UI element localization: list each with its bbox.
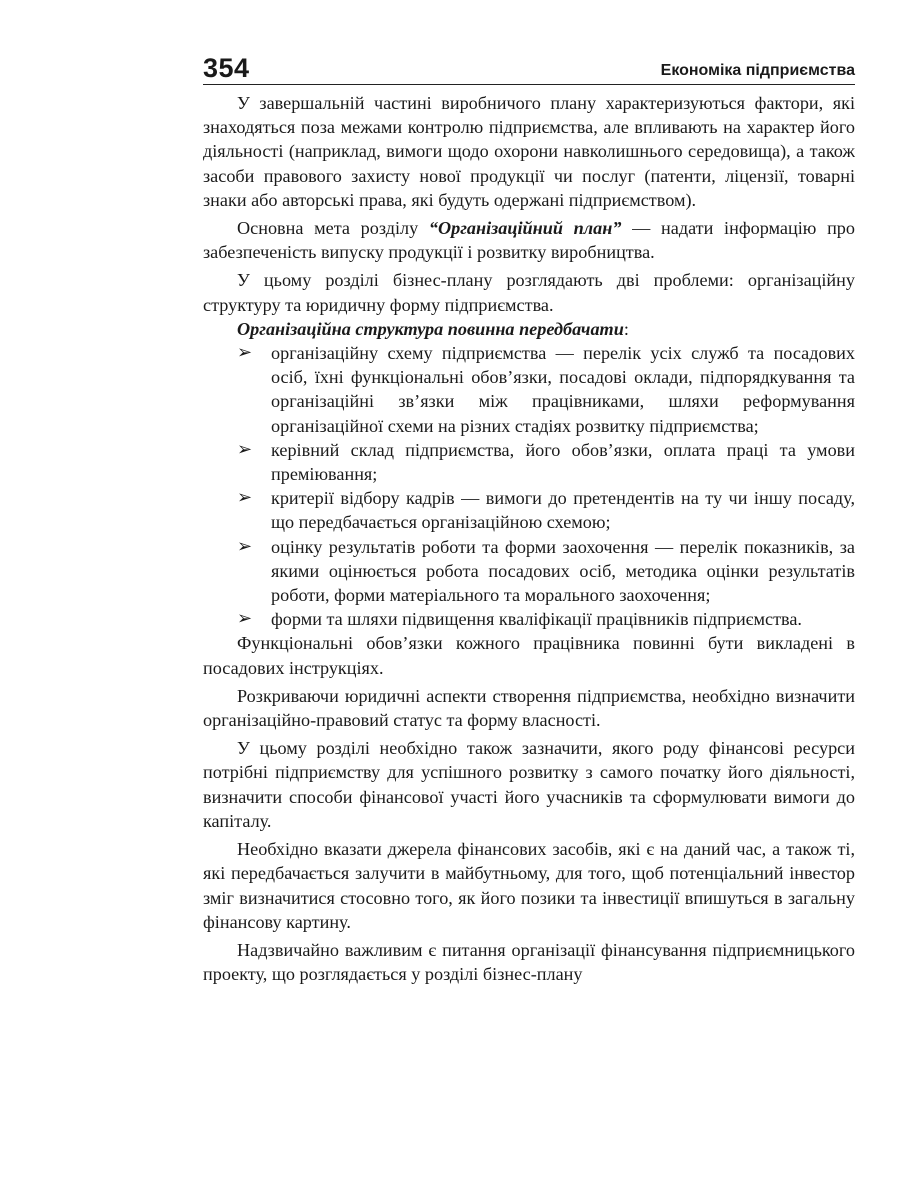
list-item [203, 438, 855, 486]
paragraph-4: Функціональні обов’язки кожного працівника повинні бути викладені в посадових інструкціях. [203, 633, 855, 678]
paragraph-7: Необхідно вказати джерела фінансових засобів, які є на даний час, а також ті, які передбачається залучити в майбутньому, для того, щоб потенціальний інвестор зміг визначитися стосовно того, як його позики та інвестиції впишуться в загальну фінансову картину. [203, 839, 855, 932]
list-item [203, 341, 855, 438]
paragraph-2 [203, 216, 855, 264]
section-title-reference: “Організаційний план” [428, 218, 622, 239]
arrow-bullet-icon: ➢ [237, 438, 253, 460]
list-item-text: керівний склад підприємства, його обов’язки, оплата праці та умови преміювання; [271, 439, 855, 485]
page-number: 354 [203, 53, 250, 83]
list-item [203, 486, 855, 534]
list-item-text: форми та шляхи підвищення кваліфікації працівників підприємства. [271, 609, 802, 630]
arrow-bullet-icon: ➢ [237, 342, 253, 364]
arrow-bullet-icon: ➢ [237, 535, 253, 557]
arrow-bullet-icon: ➢ [237, 608, 253, 630]
list-item-text: критерії відбору кадрів — вимоги до претендентів на ту чи іншу посаду, що передбачається організаційною схемою; [271, 488, 855, 533]
list-item [203, 607, 855, 631]
paragraph-5: Розкриваючи юридичні аспекти створення підприємства, необхідно визначити організаційно-правовий статус та форму власності. [203, 685, 855, 731]
paragraph-3: У цьому розділі бізнес-плану розглядають дві проблеми: організаційну структуру та юридичну форму підприємства. [203, 270, 855, 315]
subheading-text: Організаційна структура повинна передбачати [237, 318, 624, 339]
paragraph-1: У завершальній частині виробничого плану характеризуються фактори, які знаходяться поза межами контролю підприємства, але впливають на характер його діяльності (наприклад, вимоги щодо охорони навколишнього середовища), а також засоби правового захисту нової продукції чи послуг (патенти, ліцензії, товарні знаки або авторські права, які будуть одержані підприємством). [203, 93, 855, 210]
list-item-text: організаційну схему підприємства — перелік усіх служб та посадових осіб, їхні функціональні обов’язки, посадові оклади, підпорядкування та організаційні зв’язки між працівниками, шляхи реформування організаційної схеми на різних стадіях розвитку підприємства; [271, 343, 855, 436]
arrow-bullet-icon: ➢ [237, 487, 253, 509]
body-text [203, 91, 855, 986]
paragraph-6: У цьому розділі необхідно також зазначити, якого роду фінансові ресурси потрібні підприємству для успішного розвитку з самого початку його діяльності, визначити способи фінансової участі його учасників та сформулювати вимоги до капіталу. [203, 738, 855, 831]
page-header [203, 54, 855, 85]
requirements-list [203, 341, 855, 631]
running-title: Економіка підприємства [660, 62, 855, 79]
paragraph-2-rest: — надати інформацію про забезпеченість випуску продукції і розвитку виробництва. [203, 218, 855, 263]
paragraph-8: Надзвичайно важливим є питання організації фінансування підприємницького проекту, що розглядається у розділі бізнес-плану [203, 939, 855, 985]
list-item [203, 535, 855, 608]
list-item-text: оцінку результатів роботи та форми заохочення — перелік показників, за якими оцінюється робота посадових осіб, методика оцінки результатів роботи, форми матеріального та морального заохочення; [271, 536, 855, 606]
subheading-colon: : [623, 318, 629, 339]
paragraph-2-lead: Основна мета розділу [237, 218, 429, 239]
list-subheading [203, 317, 855, 341]
